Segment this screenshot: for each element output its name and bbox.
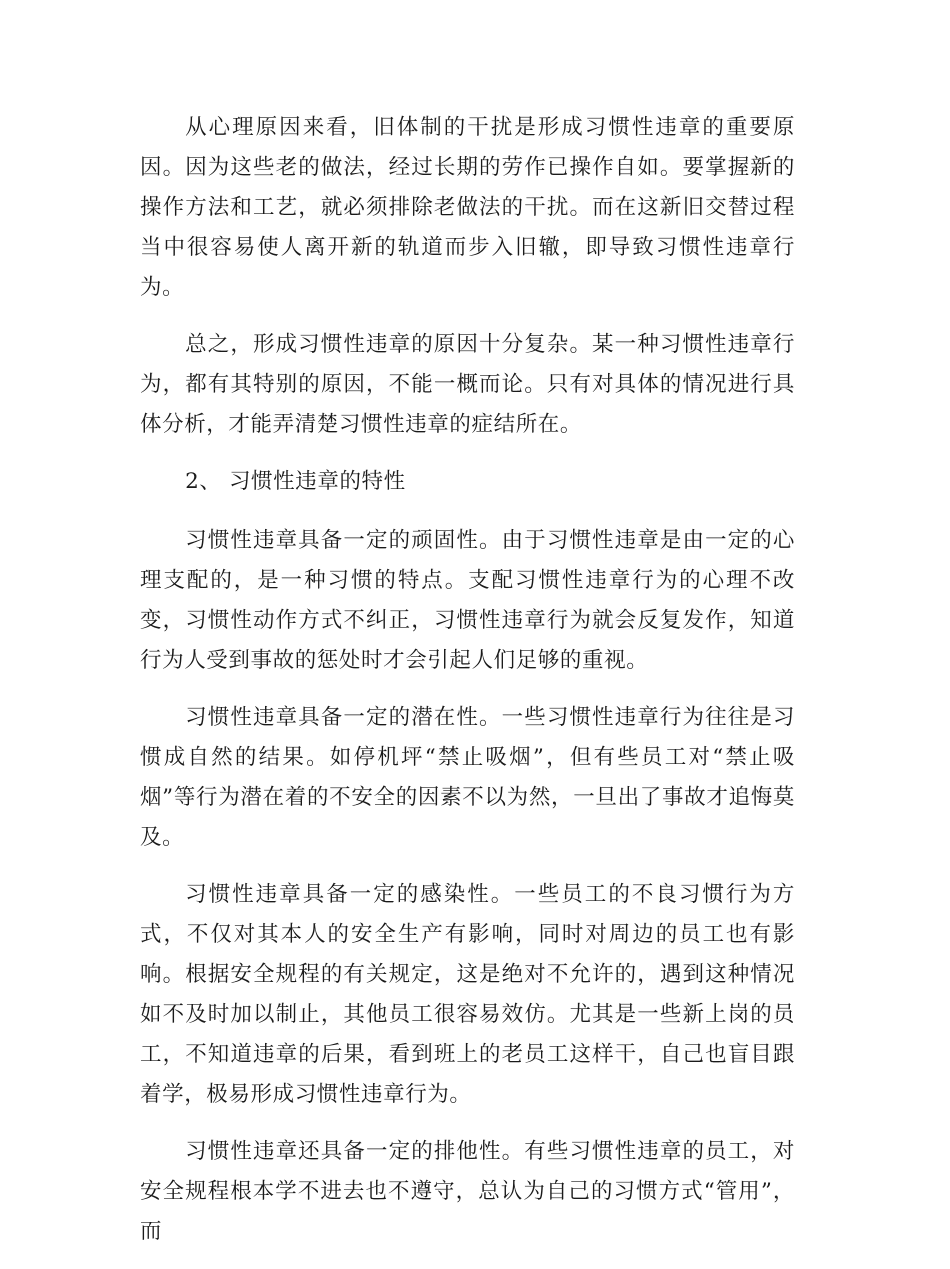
document-body bbox=[140, 108, 795, 1269]
section-heading: 2、 习惯性违章的特性 bbox=[185, 469, 406, 494]
paragraph-contagion: 习惯性违章具备一定的感染性。一些员工的不良习惯行为方式，不仅对其本人的安全生产有影响，同时对周边的员工也有影响。根据安全规程的有关规定，这是绝对不允许的，遇到这种情况如不及时加以制止，其他员工很容易效仿。尤其是一些新上岗的员工，不知道违章的后果，看到班上的老员工这样干，自己也盲目跟着学，极易形成习惯性违章行为。 bbox=[140, 882, 795, 1107]
paragraph-latency: 习惯性违章具备一定的潜在性。一些习惯性违章行为往往是习惯成自然的结果。如停机坪“禁止吸烟”，但有些员工对“禁止吸烟”等行为潜在着的不安全的因素不以为然，一旦出了事故才追悔莫及。 bbox=[140, 705, 795, 850]
paragraph-stubbornness: 习惯性违章具备一定的顽固性。由于习惯性违章是由一定的心理支配的，是一种习惯的特点。支配习惯性违章行为的心理不改变，习惯性动作方式不纠正，习惯性违章行为就会反复发作，知道行为人受到事故的惩处时才会引起人们足够的重视。 bbox=[140, 528, 795, 673]
paragraph-exclusivity: 习惯性违章还具备一定的排他性。有些习惯性违章的员工，对安全规程根本学不进去也不遵守，总认为自己的习惯方式“管用”，而 bbox=[140, 1139, 795, 1244]
paragraph-summary: 总之，形成习惯性违章的原因十分复杂。某一种习惯性违章行为，都有其特别的原因，不能一概而论。只有对具体的情况进行具体分析，才能弄清楚习惯性违章的症结所在。 bbox=[140, 332, 795, 437]
paragraph-psychological-cause: 从心理原因来看，旧体制的干扰是形成习惯性违章的重要原因。因为这些老的做法，经过长期的劳作已操作自如。要掌握新的操作方法和工艺，就必须排除老做法的干扰。而在这新旧交替过程当中很容易使人离开新的轨道而步入旧辙，即导致习惯性违章行为。 bbox=[140, 115, 795, 300]
